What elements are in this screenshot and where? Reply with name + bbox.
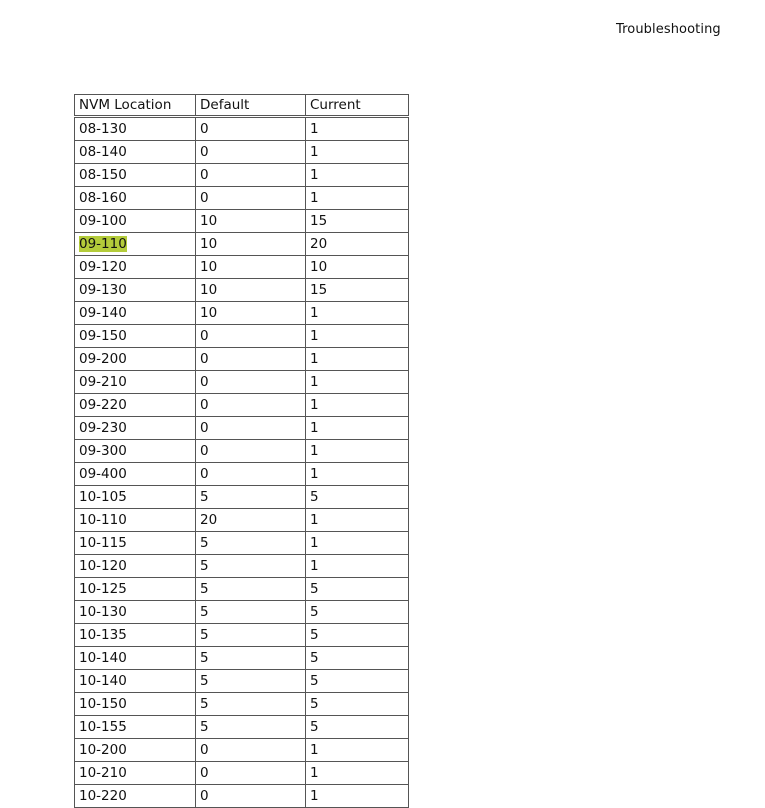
nvm-location-cell [75,762,196,785]
current-value-cell: 5 [306,601,409,624]
current-value-cell: 1 [306,440,409,463]
highlighted-nvm-location: 09-110 [79,236,127,252]
nvm-location-cell [75,371,196,394]
current-value-cell: 1 [306,325,409,348]
nvm-location-cell [75,555,196,578]
column-header-default: Default [196,95,306,117]
default-value-cell: 5 [196,647,306,670]
current-value-cell: 1 [306,141,409,164]
current-value-cell: 1 [306,463,409,486]
current-value-cell: 1 [306,394,409,417]
default-value-cell: 5 [196,601,306,624]
default-value-cell: 5 [196,716,306,739]
current-value-cell: 5 [306,670,409,693]
nvm-location-text: 10-200 [79,742,127,758]
nvm-location-cell [75,624,196,647]
nvm-location-cell [75,716,196,739]
default-value-cell: 0 [196,394,306,417]
nvm-location-text: 09-400 [79,466,127,482]
nvm-location-cell [75,164,196,187]
nvm-location-cell [75,141,196,164]
current-value-cell: 5 [306,647,409,670]
default-value-cell: 0 [196,417,306,440]
page-header-title: Troubleshooting [616,22,721,37]
nvm-location-cell [75,785,196,808]
nvm-location-text: 09-100 [79,213,127,229]
nvm-location-cell [75,532,196,555]
nvm-location-cell [75,394,196,417]
nvm-location-text: 09-130 [79,282,127,298]
nvm-location-cell [75,279,196,302]
table-row [75,624,409,647]
current-value-cell: 1 [306,739,409,762]
current-value-cell: 1 [306,302,409,325]
table-row [75,601,409,624]
current-value-cell: 1 [306,532,409,555]
table-row [75,647,409,670]
current-value-cell: 5 [306,716,409,739]
nvm-location-cell [75,739,196,762]
default-value-cell: 5 [196,532,306,555]
table-row [75,325,409,348]
nvm-location-cell [75,117,196,141]
current-value-cell: 1 [306,762,409,785]
nvm-location-text: 09-150 [79,328,127,344]
nvm-location-text: 09-120 [79,259,127,275]
default-value-cell: 5 [196,693,306,716]
current-value-cell: 5 [306,693,409,716]
default-value-cell: 0 [196,141,306,164]
table-row [75,440,409,463]
default-value-cell: 0 [196,463,306,486]
nvm-location-text: 10-155 [79,719,127,735]
nvm-location-text: 09-210 [79,374,127,390]
table-row [75,371,409,394]
nvm-location-text: 10-135 [79,627,127,643]
default-value-cell: 10 [196,302,306,325]
nvm-location-text: 10-140 [79,650,127,666]
table-row [75,509,409,532]
default-value-cell: 5 [196,670,306,693]
table-row [75,578,409,601]
nvm-location-cell [75,440,196,463]
current-value-cell: 15 [306,210,409,233]
table-row [75,141,409,164]
nvm-location-text: 10-130 [79,604,127,620]
nvm-location-cell [75,302,196,325]
default-value-cell: 20 [196,509,306,532]
nvm-table [74,94,409,808]
table-row [75,762,409,785]
nvm-location-text: 10-120 [79,558,127,574]
current-value-cell: 1 [306,164,409,187]
current-value-cell: 1 [306,371,409,394]
table-row [75,693,409,716]
nvm-location-cell [75,670,196,693]
nvm-location-cell [75,693,196,716]
default-value-cell: 10 [196,233,306,256]
current-value-cell: 5 [306,578,409,601]
nvm-location-text: 09-140 [79,305,127,321]
table-row [75,233,409,256]
table-row [75,164,409,187]
table-row [75,210,409,233]
nvm-location-text: 08-150 [79,167,127,183]
header-row [75,95,409,117]
nvm-location-cell [75,463,196,486]
nvm-location-text: 10-115 [79,535,127,551]
table-row [75,256,409,279]
nvm-location-text: 10-220 [79,788,127,804]
current-value-cell: 5 [306,486,409,509]
nvm-location-text: 09-200 [79,351,127,367]
table-row [75,739,409,762]
current-value-cell: 20 [306,233,409,256]
nvm-location-cell [75,647,196,670]
nvm-location-text: 08-140 [79,144,127,160]
nvm-location-text: 10-150 [79,696,127,712]
nvm-location-cell [75,187,196,210]
current-value-cell: 1 [306,509,409,532]
table-row [75,785,409,808]
table-body [75,117,409,808]
current-value-cell: 1 [306,117,409,141]
column-header-nvm-location: NVM Location [75,95,196,117]
default-value-cell: 5 [196,624,306,647]
default-value-cell: 0 [196,785,306,808]
nvm-location-text: 10-125 [79,581,127,597]
default-value-cell: 10 [196,210,306,233]
table-row [75,463,409,486]
nvm-location-text: 09-300 [79,443,127,459]
default-value-cell: 0 [196,164,306,187]
default-value-cell: 10 [196,279,306,302]
nvm-location-cell [75,348,196,371]
current-value-cell: 5 [306,624,409,647]
default-value-cell: 0 [196,739,306,762]
nvm-location-cell [75,210,196,233]
table-row [75,348,409,371]
table-header [75,95,409,117]
default-value-cell: 0 [196,325,306,348]
current-value-cell: 1 [306,555,409,578]
nvm-location-text: 10-140 [79,673,127,689]
default-value-cell: 0 [196,187,306,210]
table-row [75,187,409,210]
default-value-cell: 0 [196,371,306,394]
nvm-location-cell [75,417,196,440]
nvm-location-cell [75,256,196,279]
table-row [75,302,409,325]
table-row [75,670,409,693]
table-row [75,486,409,509]
default-value-cell: 10 [196,256,306,279]
default-value-cell: 5 [196,555,306,578]
nvm-location-text: 10-110 [79,512,127,528]
nvm-location-cell [75,325,196,348]
nvm-location-text: 10-210 [79,765,127,781]
default-value-cell: 0 [196,762,306,785]
default-value-cell: 0 [196,440,306,463]
column-header-current: Current [306,95,409,117]
nvm-location-text: 10-105 [79,489,127,505]
current-value-cell: 15 [306,279,409,302]
table-row [75,394,409,417]
table-row [75,532,409,555]
current-value-cell: 1 [306,348,409,371]
default-value-cell: 5 [196,578,306,601]
nvm-location-text: 08-130 [79,121,127,137]
nvm-location-cell [75,486,196,509]
nvm-location-text: 09-230 [79,420,127,436]
table-row [75,555,409,578]
current-value-cell: 1 [306,417,409,440]
nvm-location-cell [75,233,196,256]
nvm-location-cell [75,578,196,601]
default-value-cell: 5 [196,486,306,509]
table-row [75,279,409,302]
current-value-cell: 10 [306,256,409,279]
nvm-location-cell [75,509,196,532]
current-value-cell: 1 [306,187,409,210]
default-value-cell: 0 [196,348,306,371]
nvm-location-cell [75,601,196,624]
table-row [75,716,409,739]
nvm-location-text: 08-160 [79,190,127,206]
table-row [75,117,409,141]
table-row [75,417,409,440]
default-value-cell: 0 [196,117,306,141]
nvm-location-text: 09-220 [79,397,127,413]
current-value-cell: 1 [306,785,409,808]
